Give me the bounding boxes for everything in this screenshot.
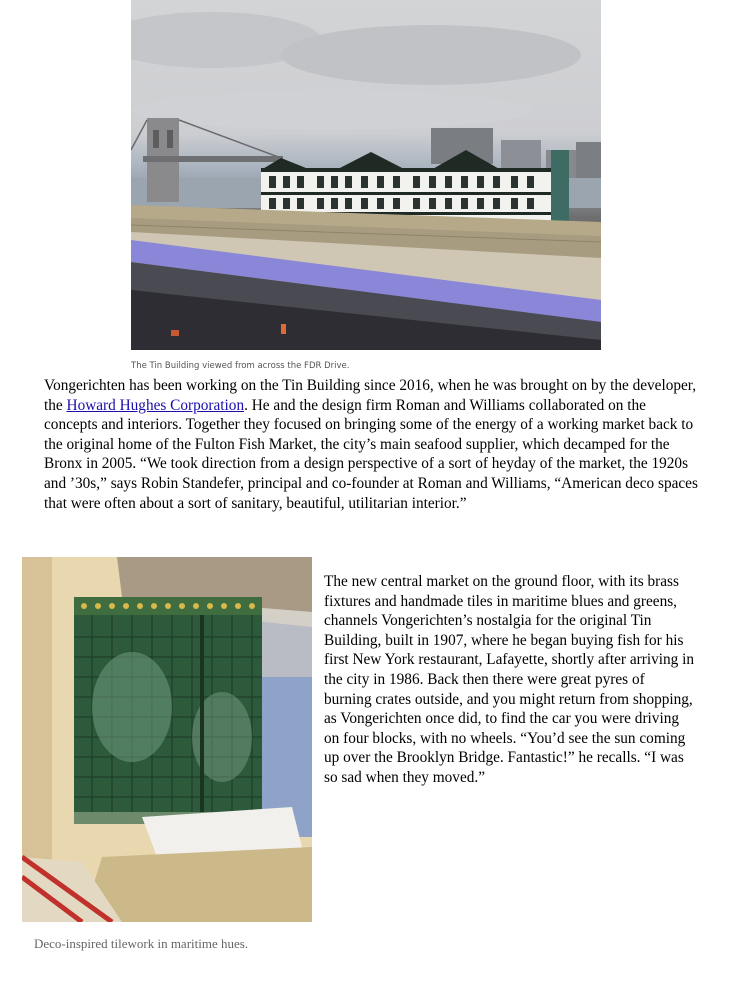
photo-caption-tilework: Deco-inspired tilework in maritime hues. (34, 936, 249, 951)
article-paragraph-2: The new central market on the ground floor, with its brass fixtures and handmade tiles in maritime blues and greens, channels Vongerichten’s nostalgia for the original Tin Building, built in 1907, where he began buying fish for his first New York restaurant, Lafayette, shortly after arriving in the city in 1986. Back then there were great pyres of burning crates outside, and you might return from shopping, as Vongerichten once did, to find the car you were driving on four blocks, with no wheels. “You’d see the sun coming up over the Brooklyn Bridge. Fantastic!” he recalls. “I was so sad when they moved.” (324, 573, 694, 786)
tilework-photo (22, 557, 312, 922)
tin-building-illustration (131, 0, 601, 350)
tin-building-photo (131, 0, 601, 350)
article-paragraph-1 (44, 376, 699, 513)
tilework-illustration (22, 557, 312, 922)
paragraph-1-text-end: . He and the design firm Roman and Williams collaborated on the concepts and interiors. Together they focused on bringing some of the energy of a working market back to the original home of the Fulton Fish Market, the city’s main seafood supplier, which decamped for the Bronx in 2005. “We took direction from a design perspective of a sort of heyday of the market, the 1920s and ’30s,” says Robin Standefer, principal and co-founder at Roman and Williams, “American deco spaces that were often about a sort of sanitary, beautiful, utilitarian interior.” (44, 396, 698, 512)
paragraph-1-text-start: Vongerichten has been working on the Tin Building since 2016, when he was brought on by the developer, the (44, 377, 697, 414)
photo-caption-tin-building: The Tin Building viewed from across the FDR Drive. (131, 361, 350, 371)
howard-hughes-link[interactable]: Howard Hughes Corporation (66, 396, 245, 414)
